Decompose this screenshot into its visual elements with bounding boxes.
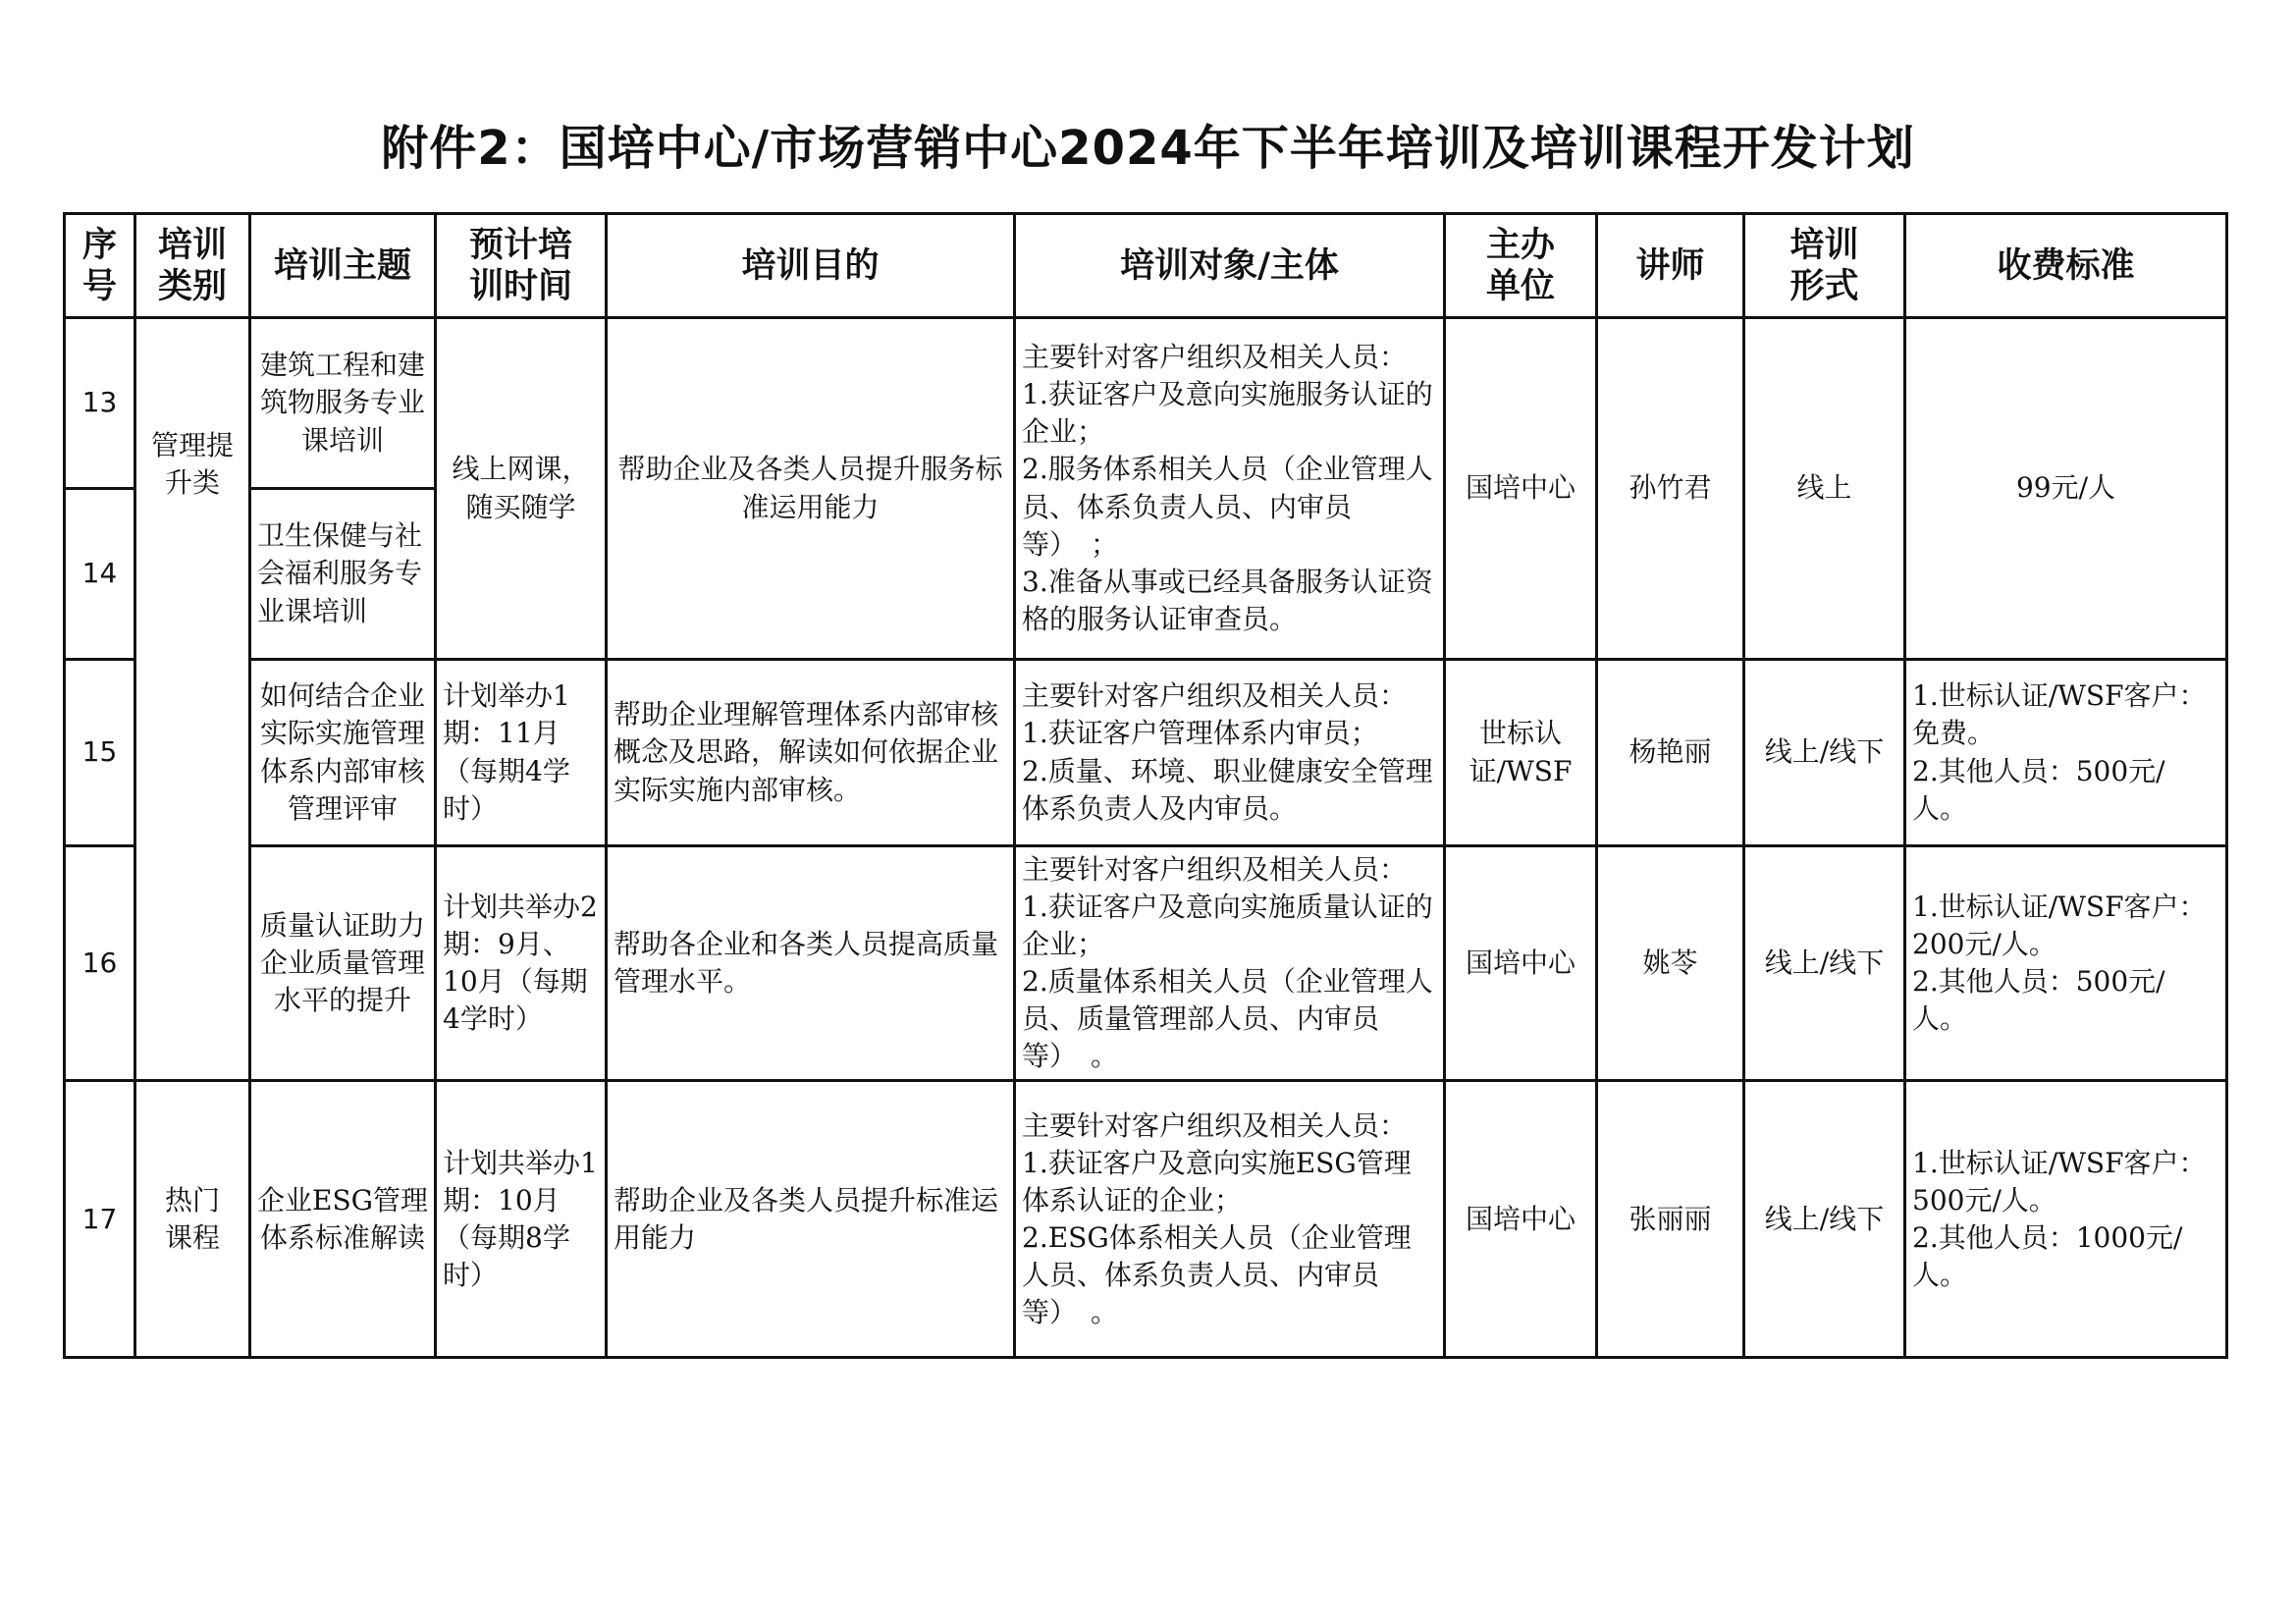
audience-cell: 主要针对客户组织及相关人员： 1.获证客户及意向实施质量认证的企业； 2.质量体系相关人员（企业管理人员、质量管理部人员、内审员等） 。 <box>1015 846 1445 1081</box>
host-cell: 国培中心 <box>1445 318 1597 660</box>
purpose-cell: 帮助企业理解管理体系内部审核概念及思路，解读如何依据企业实际实施内部审核。 <box>607 660 1015 846</box>
time-cell: 计划共举办1期：10月（每期8学时） <box>436 1081 607 1358</box>
purpose-cell: 帮助企业及各类人员提升服务标准运用能力 <box>607 318 1015 660</box>
audience-cell: 主要针对客户组织及相关人员： 1.获证客户管理体系内审员； 2.质量、环境、职业健康安全管理体系负责人及内审员。 <box>1015 660 1445 846</box>
topic-cell: 质量认证助力企业质量管理水平的提升 <box>250 846 436 1081</box>
table-row <box>65 318 2227 489</box>
time-cell: 计划共举办2期：9月、10月（每期4学时） <box>436 846 607 1081</box>
row-no: 13 <box>65 318 135 489</box>
header-row <box>65 214 2227 318</box>
fee-cell: 1.世标认证/WSF客户：500元/人。 2.其他人员：1000元/人。 <box>1905 1081 2227 1358</box>
host-cell: 世标认证/WSF <box>1445 660 1597 846</box>
host-cell: 国培中心 <box>1445 846 1597 1081</box>
page-title: 附件2：国培中心/市场营销中心2024年下半年培训及培训课程开发计划 <box>381 121 1915 176</box>
row-no: 14 <box>65 489 135 660</box>
header-lecturer: 讲师 <box>1597 214 1744 318</box>
header-host: 主办 单位 <box>1445 214 1597 318</box>
lecturer-cell: 杨艳丽 <box>1597 660 1744 846</box>
header-purpose: 培训目的 <box>607 214 1015 318</box>
fee-cell: 1.世标认证/WSF客户：免费。 2.其他人员：500元/人。 <box>1905 660 2227 846</box>
training-plan-table <box>63 212 2228 1359</box>
topic-cell: 建筑工程和建筑物服务专业课培训 <box>250 318 436 489</box>
format-cell: 线上/线下 <box>1744 846 1905 1081</box>
table-row <box>65 660 2227 846</box>
purpose-cell: 帮助各企业和各类人员提高质量管理水平。 <box>607 846 1015 1081</box>
fee-cell: 1.世标认证/WSF客户：200元/人。 2.其他人员：500元/人。 <box>1905 846 2227 1081</box>
audience-cell: 主要针对客户组织及相关人员： 1.获证客户及意向实施ESG管理体系认证的企业； 2.ESG体系相关人员（企业管理人员、体系负责人员、内审员等） 。 <box>1015 1081 1445 1358</box>
purpose-cell: 帮助企业及各类人员提升标准运用能力 <box>607 1081 1015 1358</box>
time-cell: 线上网课，随买随学 <box>436 318 607 660</box>
table-row <box>65 846 2227 1081</box>
topic-cell: 企业ESG管理体系标准解读 <box>250 1081 436 1358</box>
row-no: 17 <box>65 1081 135 1358</box>
category-cell: 管理提 升类 <box>135 318 250 1081</box>
lecturer-cell: 孙竹君 <box>1597 318 1744 660</box>
header-audience: 培训对象/主体 <box>1015 214 1445 318</box>
fee-cell: 99元/人 <box>1905 318 2227 660</box>
topic-cell: 卫生保健与社会福利服务专业课培训 <box>250 489 436 660</box>
row-no: 16 <box>65 846 135 1081</box>
format-cell: 线上/线下 <box>1744 660 1905 846</box>
header-fee: 收费标准 <box>1905 214 2227 318</box>
header-time: 预计培 训时间 <box>436 214 607 318</box>
audience-cell: 主要针对客户组织及相关人员： 1.获证客户及意向实施服务认证的企业； 2.服务体系相关人员（企业管理人员、体系负责人员、内审员等） ； 3.准备从事或已经具备服务认证资格的服务认证审查员。 <box>1015 318 1445 660</box>
format-cell: 线上 <box>1744 318 1905 660</box>
lecturer-cell: 姚苓 <box>1597 846 1744 1081</box>
header-topic: 培训主题 <box>250 214 436 318</box>
header-no: 序 号 <box>65 214 135 318</box>
format-cell: 线上/线下 <box>1744 1081 1905 1358</box>
category-cell: 热门 课程 <box>135 1081 250 1358</box>
row-no: 15 <box>65 660 135 846</box>
lecturer-cell: 张丽丽 <box>1597 1081 1744 1358</box>
header-category: 培训 类别 <box>135 214 250 318</box>
topic-cell: 如何结合企业实际实施管理体系内部审核管理评审 <box>250 660 436 846</box>
header-format: 培训 形式 <box>1744 214 1905 318</box>
host-cell: 国培中心 <box>1445 1081 1597 1358</box>
time-cell: 计划举办1期：11月（每期4学时） <box>436 660 607 846</box>
table-row <box>65 1081 2227 1358</box>
